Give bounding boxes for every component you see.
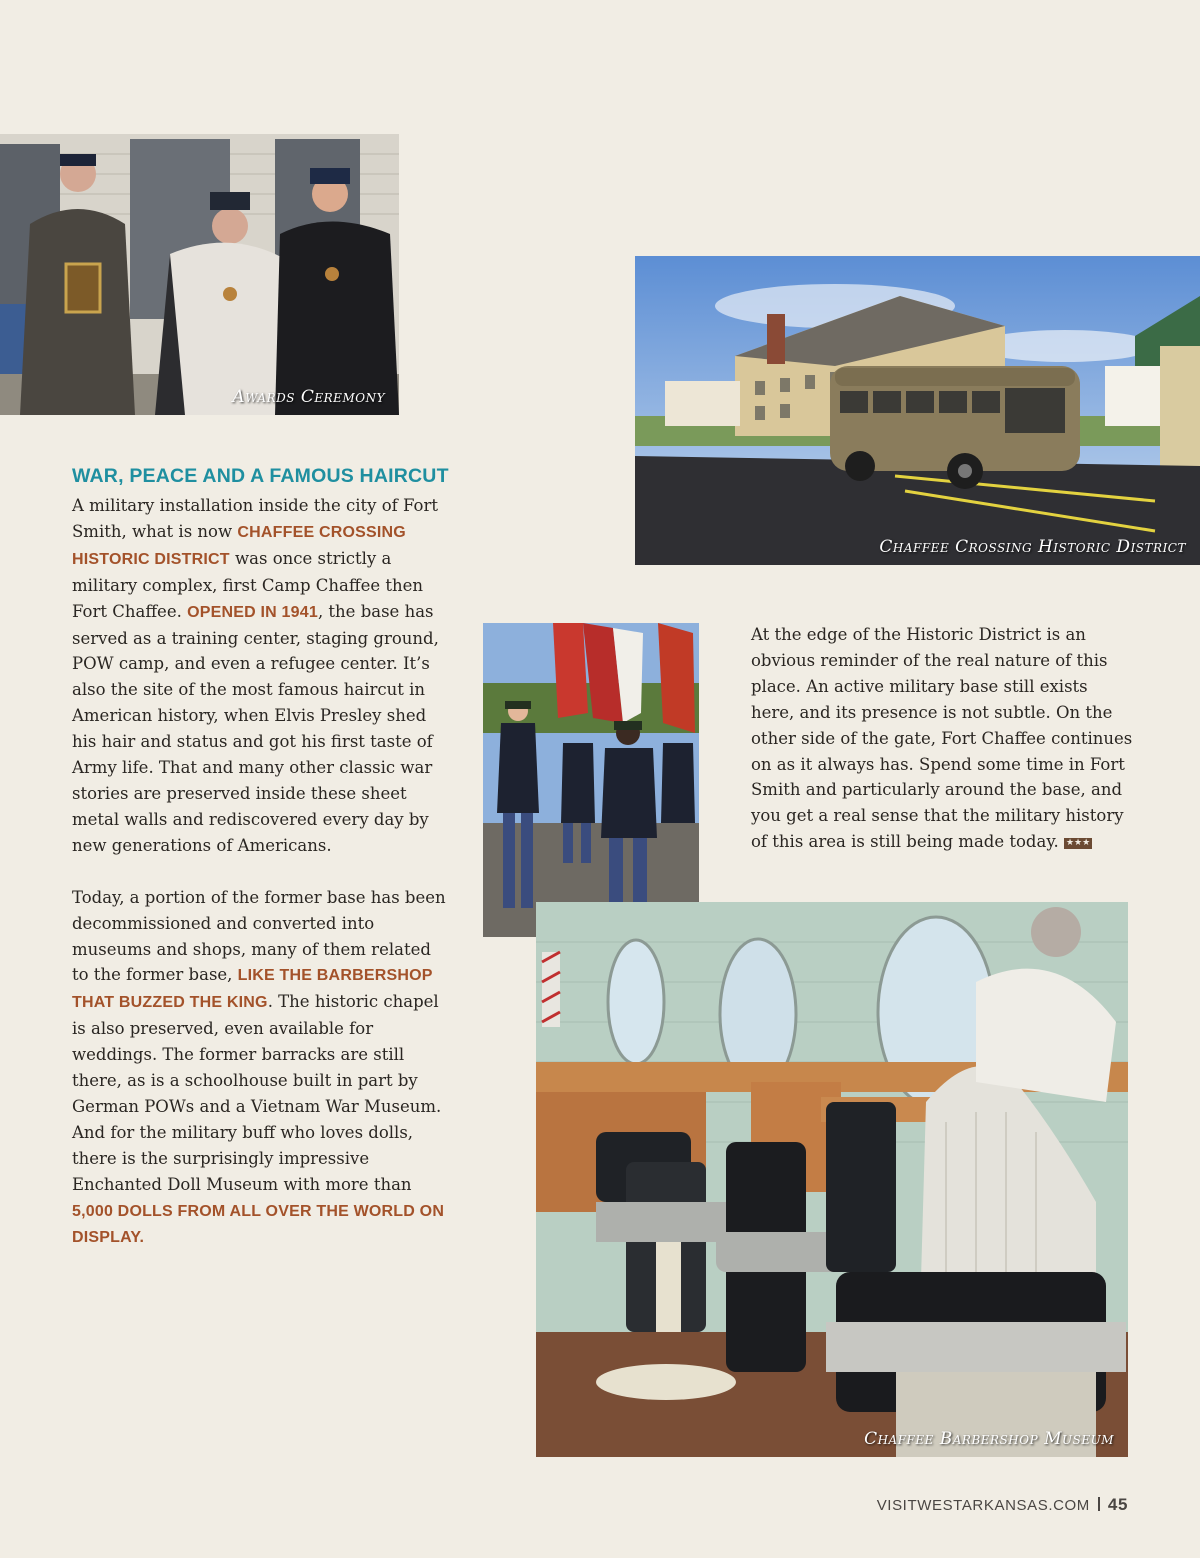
body-text: was once strictly a military complex, first Camp Chaffee then Fort Chaffee.: [72, 548, 424, 621]
highlight-chaffee-crossing: CHAFFEE CROSSING HISTORIC DISTRICT: [72, 523, 406, 568]
article-heading: WAR, PEACE AND A FAMOUS HAIRCUT: [72, 465, 449, 487]
photo-caption: Chaffee Crossing Historic District: [879, 537, 1186, 557]
paragraph-2: [72, 885, 450, 1252]
barbershop-museum-photo: [536, 902, 1128, 1457]
body-text: Today, a portion of the former base has been decommissioned and converted into museums and shops, many of them related to the former base,: [72, 887, 446, 985]
website-link[interactable]: VISITWESTARKANSAS.COM: [876, 1497, 1090, 1514]
article-left-column: [72, 493, 450, 1251]
body-text: , the base has served as a training center, staging ground, POW camp, and even a refugee center. It’s also the site of the most famous haircut in American history, when Elvis Presley shed his hair and status and got his first taste of Army life. That and many other classic war stories are preserved inside these sheet metal walls and rediscovered every day by new generations of Americans.: [72, 601, 439, 855]
highlight-barbershop: LIKE THE BARBERSHOP THAT BUZZED THE KING: [72, 967, 433, 1012]
paragraph-1: [72, 493, 450, 859]
paragraph-3: [751, 622, 1136, 855]
page-number: 45: [1107, 1495, 1128, 1514]
body-text: . The historic chapel is also preserved, even available for weddings. The former barracks are still there, as is a schoolhouse built in part by German POWs and a Vietnam War Museum. And for the military buff who loves dolls, there is the surprisingly impressive Enchanted Doll Museum with more than: [72, 992, 442, 1194]
highlight-5000-dolls: 5,000 DOLLS FROM ALL OVER THE WORLD ON DISPLAY.: [72, 1202, 445, 1247]
article-right-column: [751, 622, 1136, 855]
end-mark-stars-icon: ★★★: [1065, 838, 1091, 849]
historic-district-photo: [635, 256, 1200, 565]
body-text: At the edge of the Historic District is an obvious reminder of the real nature of this place. An active military base still exists here, and its presence is not subtle. On the other side of the gate, Fort Chaffee continues on as it always has. Spend some time in Fort Smith and particularly around the base, and you get a real sense that the military history of this area is still being made today.: [751, 625, 1133, 852]
awards-ceremony-photo: [0, 134, 399, 415]
color-guard-photo: [483, 623, 699, 937]
footer-divider: [1098, 1497, 1100, 1511]
photo-caption: Awards Ceremony: [232, 387, 385, 407]
photo-caption: Chaffee Barbershop Museum: [864, 1429, 1114, 1449]
page-footer: [877, 1495, 1128, 1515]
body-text: A military installation inside the city of Fort Smith, what is now: [72, 496, 438, 541]
highlight-opened-1941: OPENED IN 1941: [187, 603, 318, 621]
